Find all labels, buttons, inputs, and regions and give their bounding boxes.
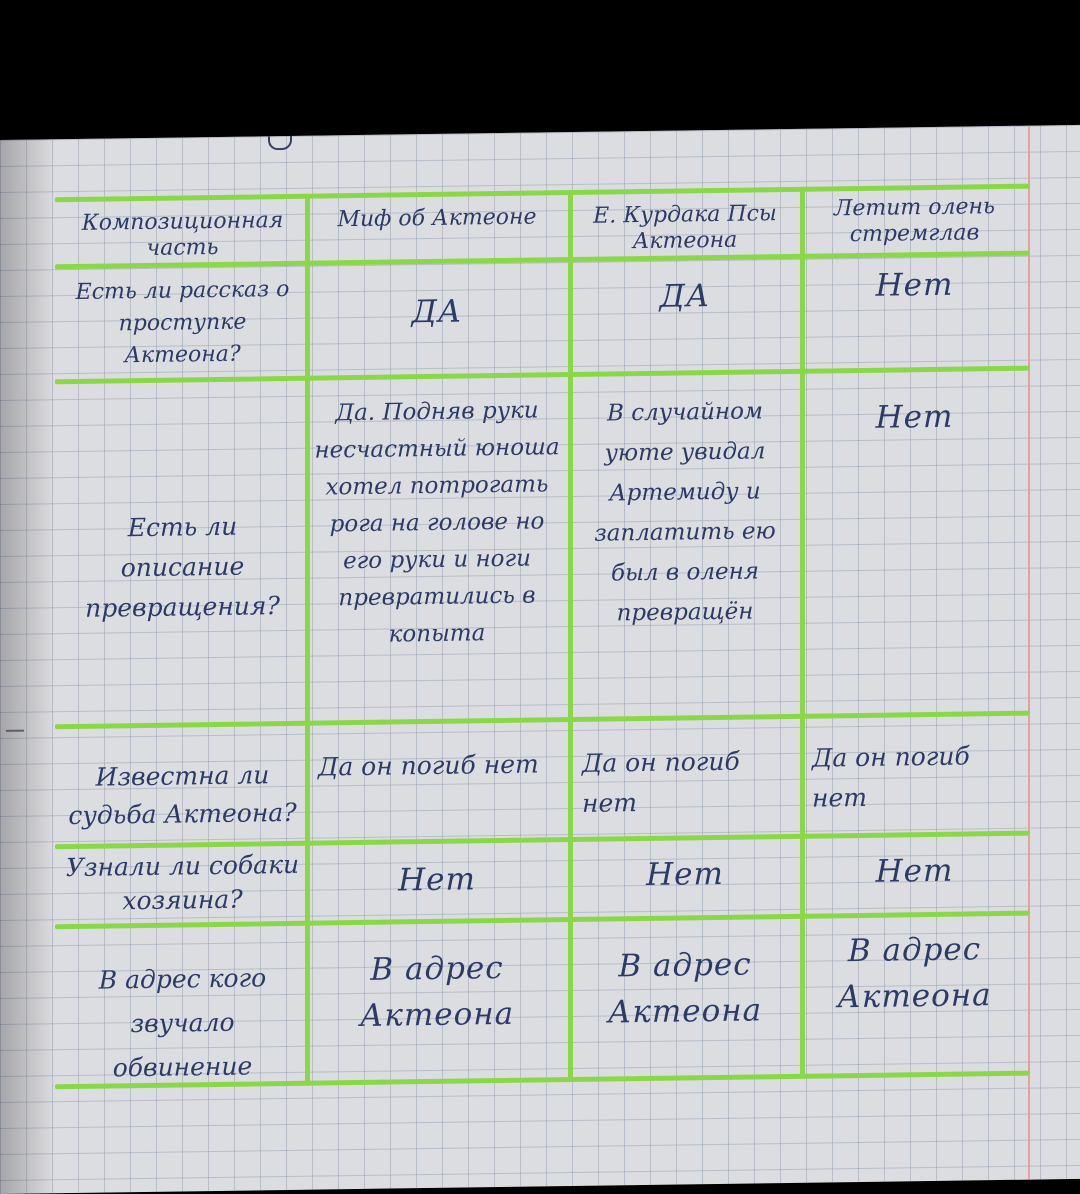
table-line (55, 831, 1030, 850)
answer-cell: В случайном уюте увидал Артемиду и заплатить ею был в оленя превращён (594, 398, 776, 627)
question-cell: Известна ли судьба Актеона? (68, 760, 297, 831)
answer-cell: Да он погиб нет (812, 741, 970, 813)
answer-cell: Нет (875, 852, 954, 890)
table-line (568, 190, 573, 1082)
notebook-page (0, 125, 1080, 1194)
pen-mark (268, 136, 292, 150)
pen-dash (6, 730, 24, 732)
answer-cell: Да он погиб нет (582, 746, 740, 818)
answer-cell: Нет (875, 266, 954, 304)
question-cell: Есть ли рассказ о проступке Актеона? (75, 276, 290, 369)
answer-cell: Да. Подняв руки несчастный юноша хотел потрогать рога на голове но его руки и ноги превратились в копыта (314, 397, 560, 648)
answer-cell: В адрес Актеона (359, 949, 515, 1034)
answer-cell: ДА (411, 293, 463, 331)
answer-cell: Да он погиб нет (318, 749, 539, 782)
answer-cell: Нет (398, 861, 476, 899)
answer-cell: В адрес Актеона (837, 931, 992, 1016)
table-line (800, 187, 805, 1079)
question-cell: В адрес кого звучало обвинение (98, 963, 267, 1083)
answer-cell: В адрес Актеона (607, 946, 763, 1031)
header-cell: Миф об Актеоне (337, 204, 537, 233)
question-cell: Узнали ли собаки хозяина? (65, 849, 300, 916)
table-line (305, 194, 310, 1086)
answer-cell: Нет (646, 855, 724, 893)
table-line (55, 711, 1030, 730)
answer-cell: ДА (659, 278, 711, 315)
header-cell: Композиционная часть (81, 208, 284, 261)
header-cell: Е. Курдака Псы Актеона (593, 201, 777, 255)
question-cell: Есть ли описание превращения? (85, 511, 280, 623)
margin-line (1028, 126, 1030, 1180)
answer-cell: Нет (875, 398, 954, 436)
header-cell: Летит олень стремглав (833, 194, 995, 248)
